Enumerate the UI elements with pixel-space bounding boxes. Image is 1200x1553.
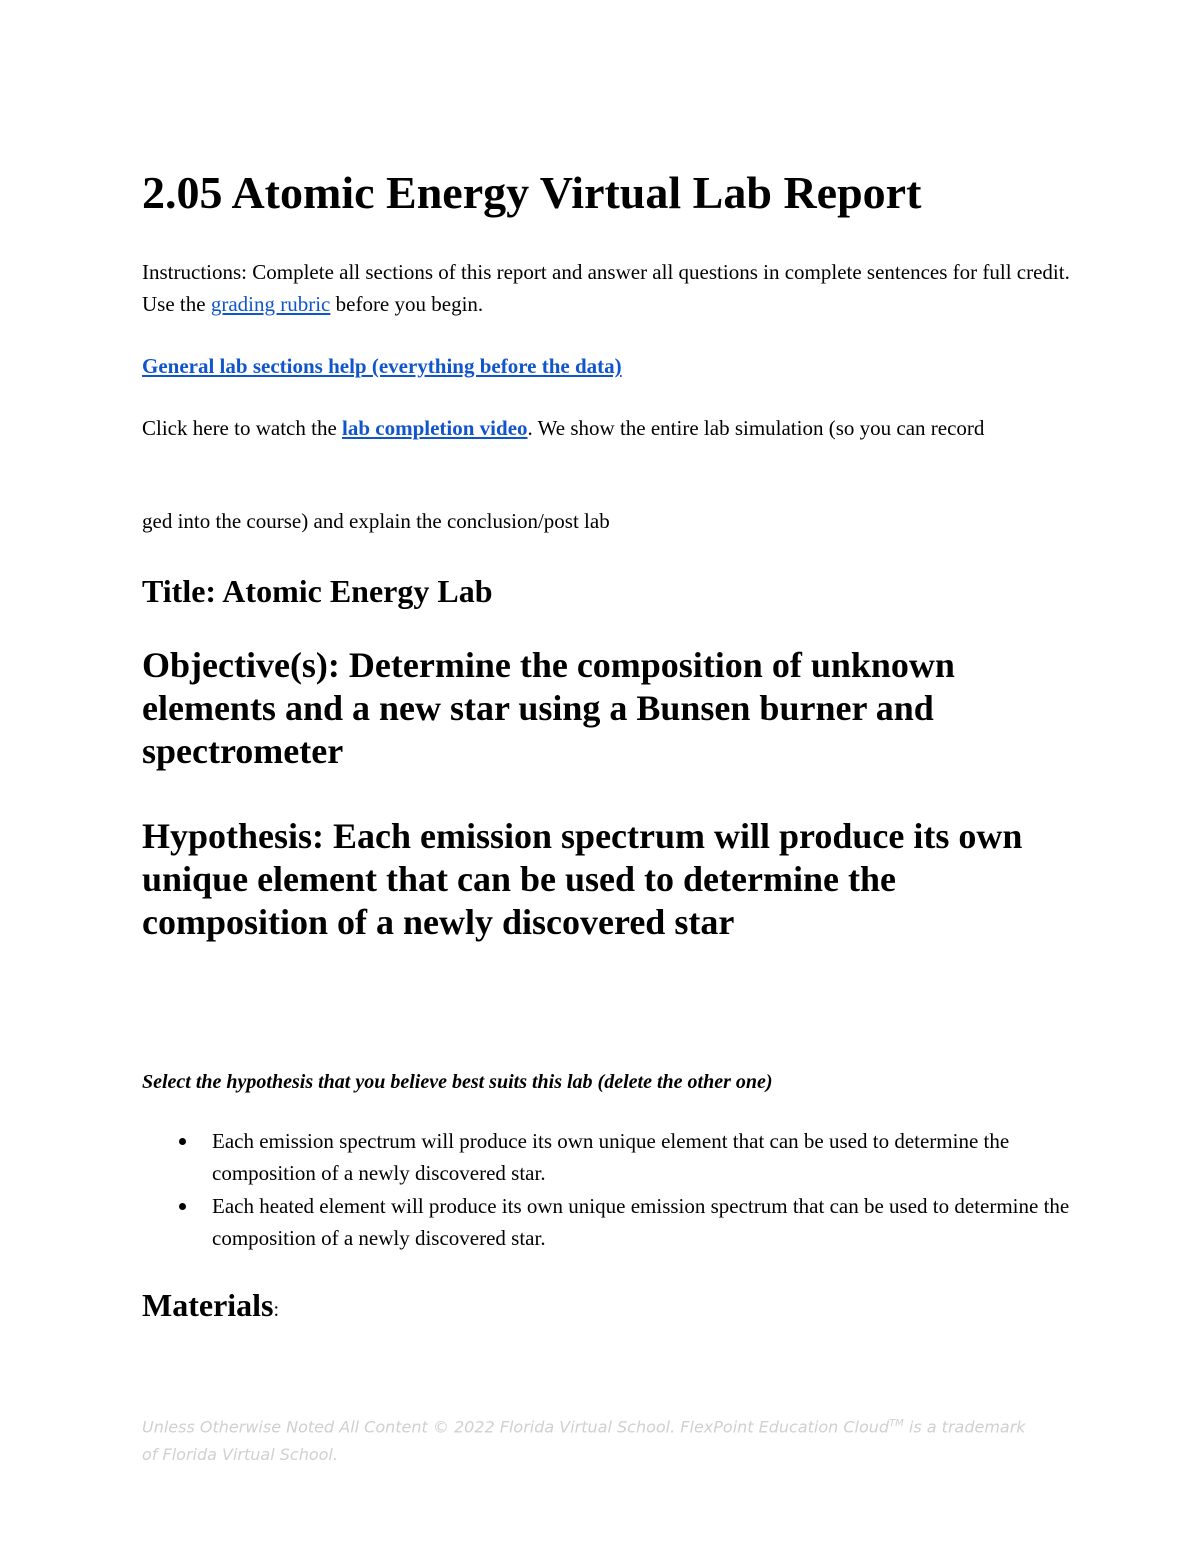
- list-item: [142, 1125, 1082, 1189]
- video-paragraph: [142, 412, 1042, 444]
- footer-text-end: is a trademark of Florida Virtual School.: [142, 1417, 1026, 1465]
- instructions-paragraph: [142, 256, 1082, 320]
- choice-text: Each emission spectrum will produce its own unique element that can be used to determine the composition of a newly discovered star.: [212, 1129, 1010, 1185]
- instructions-text-end: before you begin.: [330, 292, 484, 316]
- video-text: Click here to watch the: [142, 416, 343, 440]
- fragment-paragraph: ged into the course) and explain the conclusion/post lab: [142, 509, 610, 533]
- hypothesis-section: [142, 815, 1062, 944]
- document-title: 2.05 Atomic Energy Virtual Lab Report: [142, 167, 922, 218]
- hypothesis-choices-list: [142, 1125, 1082, 1255]
- lab-completion-video-link[interactable]: lab completion video: [342, 416, 528, 440]
- objective-heading: Objective(s): Determine the composition of unknown elements and a new star using a Bunsen burner and spectrometer: [142, 645, 955, 771]
- instructions-text: Instructions: Complete all sections of this report and answer all questions in complete sentences for full credit. Use the: [142, 260, 1070, 316]
- general-lab-help-link[interactable]: General lab sections help (everything before the data): [142, 354, 622, 378]
- materials-label: Materials: [142, 1287, 274, 1323]
- video-text-end: . We show the entire lab simulation (so you can record: [527, 416, 985, 440]
- materials-heading: [142, 1284, 279, 1331]
- objective-section: [142, 644, 1062, 773]
- lab-title-heading: Title: Atomic Energy Lab: [142, 573, 493, 609]
- grading-rubric-link[interactable]: grading rubric: [210, 292, 331, 316]
- page-footer: [142, 1410, 1042, 1469]
- hypothesis-heading-line2: unique element that can be used to determine the composition of a newly discovered star: [142, 859, 896, 942]
- bullet-icon: [179, 1203, 186, 1210]
- help-link-paragraph: [142, 350, 622, 382]
- trademark-mark: TM: [889, 1418, 904, 1429]
- hypothesis-heading-line1: Hypothesis: Each emission spectrum will produce its own: [142, 816, 1023, 856]
- bullet-icon: [179, 1138, 186, 1145]
- materials-colon: :: [273, 1299, 280, 1321]
- select-hypothesis-prompt: Select the hypothesis that you believe best suits this lab (delete the other one): [142, 1071, 773, 1093]
- list-item: [142, 1190, 1082, 1254]
- footer-text: Unless Otherwise Noted All Content © 2022 Florida Virtual School. FlexPoint Education Cloud: [142, 1417, 890, 1437]
- choice-text: Each heated element will produce its own unique emission spectrum that can be used to determine the composition of a newly discovered star.: [212, 1194, 1070, 1250]
